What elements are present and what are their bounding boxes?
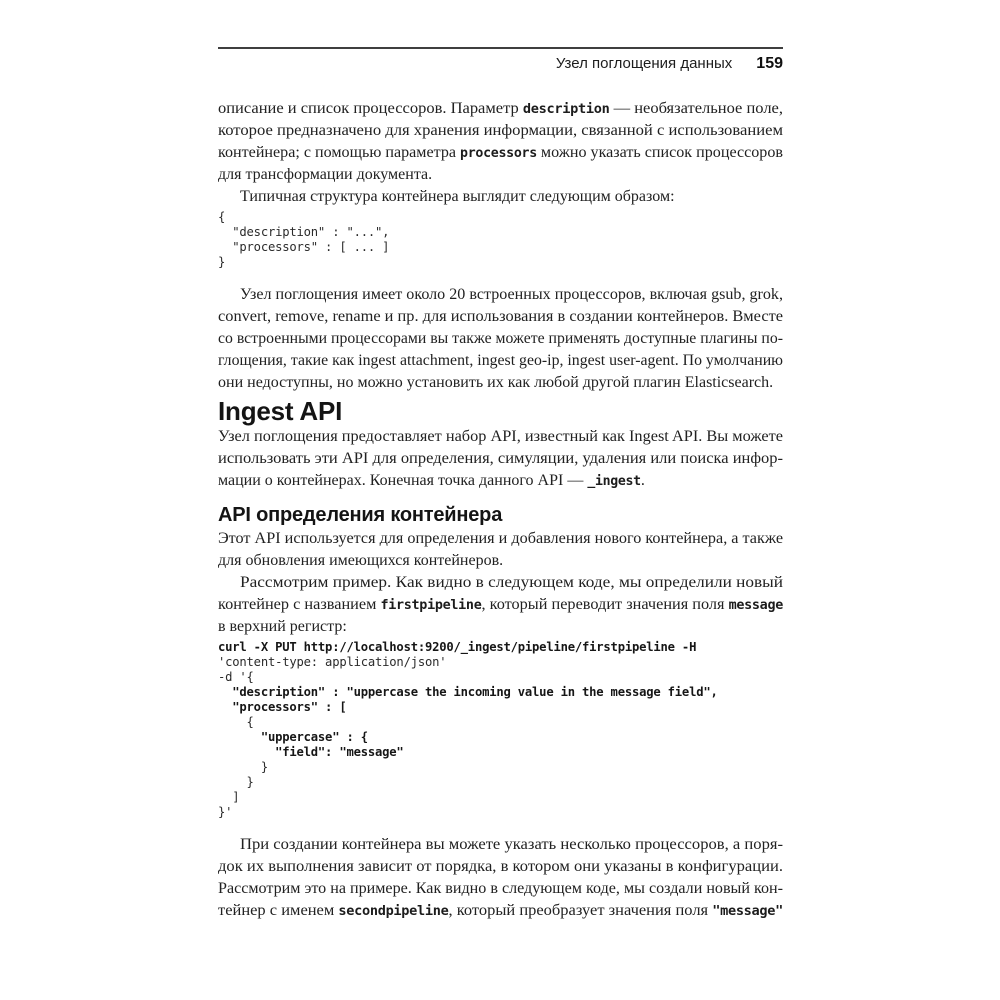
running-head <box>218 55 783 75</box>
inline-code: "message" <box>712 904 783 919</box>
text-line <box>218 372 783 394</box>
code-line: 'content-type: application/json' <box>218 655 447 669</box>
text-segment: можно указать список процессоров <box>536 144 783 161</box>
code-block <box>218 640 783 820</box>
text-segment: convert, remove, rename и пр. для использования в создании контейнеров. Вместе <box>218 308 783 325</box>
code-line: curl -X PUT http://localhost:9200/_ingest/pipeline/firstpipeline -H <box>218 640 697 654</box>
text-line <box>218 284 783 306</box>
paragraph <box>218 834 783 922</box>
text-segment: Рассмотрим это на примере. Как видно в следующем коде, мы создали новый кон- <box>218 880 783 897</box>
code-line: } <box>218 760 268 774</box>
code-line: ] <box>218 790 240 804</box>
text-segment: мации о контейнерах. Конечная точка данного API — <box>218 472 588 489</box>
inline-code: firstpipeline <box>380 598 482 613</box>
section-heading: Ingest API <box>218 396 343 426</box>
text-segment: глощения, такие как ingest attachment, ingest geo-ip, ingest user-agent. По умолчанию <box>218 352 783 369</box>
text-segment: для трансформации документа. <box>218 166 433 183</box>
paragraph <box>218 426 783 492</box>
paragraph <box>218 98 783 186</box>
code-line: "description" : "...", <box>218 225 390 239</box>
text-line <box>218 856 783 878</box>
header-rule <box>218 47 783 49</box>
code-line: { <box>218 210 226 224</box>
code-line: "field": "message" <box>218 745 404 759</box>
text-line <box>218 98 783 120</box>
code-line: "uppercase" : { <box>218 730 368 744</box>
paragraph <box>218 528 783 572</box>
text-segment: для обновления имеющихся контейнеров. <box>218 552 504 569</box>
text-segment: . <box>640 472 645 489</box>
code-line: "description" : "uppercase the incoming value in the message field", <box>218 685 718 699</box>
text-segment: При создании контейнера вы можете указать несколько процессоров, а поря- <box>240 836 783 853</box>
text-segment: со встроенными процессорами вы также можете применять доступные плагины по- <box>218 330 783 347</box>
code-line: } <box>218 255 226 269</box>
code-line: } <box>218 775 254 789</box>
paragraph <box>218 284 783 394</box>
text-line <box>218 594 783 616</box>
text-segment: контейнер с названием <box>218 596 381 613</box>
text-line <box>218 528 783 550</box>
text-segment: Рассмотрим пример. Как видно в следующем коде, мы определили новый <box>240 574 783 591</box>
text-segment: они недоступны, но можно установить их как любой другой плагин Elasticsearch. <box>218 374 774 391</box>
inline-code: processors <box>460 146 537 161</box>
text-line <box>218 306 783 328</box>
inline-code: secondpipeline <box>338 904 449 919</box>
text-segment: , который переводит значения поля <box>481 596 729 613</box>
text-segment: в верхний регистр: <box>218 618 347 635</box>
running-head-title: Узел поглощения данных <box>555 55 733 72</box>
code-line: "processors" : [ <box>218 700 347 714</box>
paragraph <box>218 572 783 638</box>
text-segment: тейнер с именем <box>218 902 339 919</box>
text-line <box>218 550 783 572</box>
code-line: }' <box>218 805 233 819</box>
text-line <box>218 426 783 448</box>
text-segment: Этот API используется для определения и добавления нового контейнера, а также <box>218 530 783 547</box>
text-line <box>218 572 783 594</box>
text-line <box>218 142 783 164</box>
text-segment: , который преобразует значения поля <box>448 902 713 919</box>
text-line <box>218 328 783 350</box>
page-number: 159 <box>756 55 783 72</box>
text-line <box>218 350 783 372</box>
inline-code: message <box>728 598 783 613</box>
code-line: { <box>218 715 254 729</box>
text-segment: — необязательное поле, <box>609 100 783 117</box>
text-segment: док их выполнения зависит от порядка, в котором они указаны в конфигурации. <box>218 858 783 875</box>
subsection-heading: API определения контейнера <box>218 504 503 526</box>
text-line <box>218 616 783 638</box>
text-line <box>218 186 783 208</box>
text-line <box>218 470 783 492</box>
paragraph <box>218 186 783 208</box>
code-block <box>218 210 783 270</box>
text-segment: которое предназначено для хранения информации, связанной с использованием <box>218 122 783 139</box>
text-line <box>218 164 783 186</box>
code-line: "processors" : [ ... ] <box>218 240 390 254</box>
text-segment: описание и список процессоров. Параметр <box>218 100 523 117</box>
text-line <box>218 878 783 900</box>
text-line <box>218 120 783 142</box>
text-line <box>218 900 783 922</box>
page-content <box>218 98 783 922</box>
text-column <box>218 0 783 922</box>
text-line <box>218 834 783 856</box>
text-segment: использовать эти API для определения, симуляции, удаления или поиска инфор- <box>218 450 783 467</box>
inline-code: _ingest <box>587 474 641 489</box>
text-segment: Узел поглощения предоставляет набор API, известный как Ingest API. Вы можете <box>218 428 783 445</box>
code-line: -d '{ <box>218 670 254 684</box>
inline-code: description <box>522 102 610 117</box>
text-segment: Узел поглощения имеет около 20 встроенных процессоров, включая gsub, grok, <box>240 286 783 303</box>
text-line <box>218 448 783 470</box>
text-segment: Типичная структура контейнера выглядит следующим образом: <box>240 188 675 205</box>
text-segment: контейнера; с помощью параметра <box>218 144 461 161</box>
